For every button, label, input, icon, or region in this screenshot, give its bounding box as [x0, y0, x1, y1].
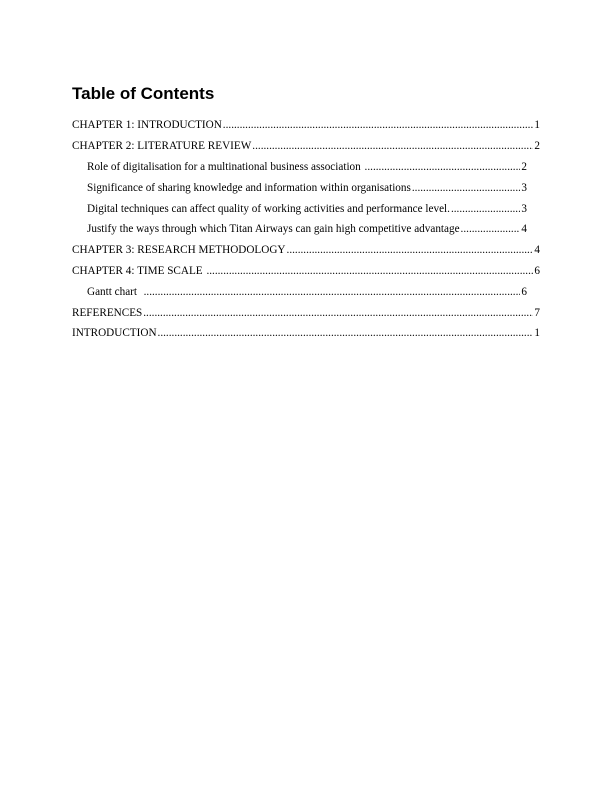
- toc-leader: [287, 243, 534, 257]
- toc-leader: [206, 264, 533, 278]
- toc-leader: [144, 285, 521, 299]
- toc-entry-page: 1: [534, 327, 540, 339]
- toc-entry-page: 4: [534, 244, 540, 256]
- toc-entry-text: REFERENCES: [72, 307, 143, 319]
- toc-entry-chapter-2[interactable]: [72, 139, 540, 153]
- toc-leader: [412, 181, 521, 195]
- toc-entry-chapter-3[interactable]: [72, 243, 540, 257]
- toc-entry-page: 1: [534, 119, 540, 131]
- toc-entry-text: Gantt chart: [87, 286, 143, 298]
- toc-leader: [252, 139, 533, 153]
- toc-entry-significance-of-sharing[interactable]: [87, 181, 527, 195]
- toc-entry-text: Digital techniques can affect quality of working activities and performance level.: [87, 203, 450, 215]
- toc-entry-text: CHAPTER 1: INTRODUCTION: [72, 119, 222, 131]
- toc-entry-page: 7: [534, 307, 540, 319]
- toc-title: Table of Contents: [72, 84, 215, 103]
- toc-leader: [461, 222, 521, 236]
- toc-entry-chapter-4[interactable]: [72, 264, 540, 278]
- toc-entry-text: Justify the ways through which Titan Airways can gain high competitive advantage: [87, 223, 460, 235]
- toc-entry-page: 4: [521, 223, 527, 235]
- toc-entry-text: CHAPTER 2: LITERATURE REVIEW: [72, 140, 252, 152]
- toc-entry-text: CHAPTER 3: RESEARCH METHODOLOGY: [72, 244, 286, 256]
- toc-entry-justify-the-ways[interactable]: [87, 222, 527, 236]
- toc-entry-introduction[interactable]: [72, 326, 540, 340]
- toc-entry-page: 6: [534, 265, 540, 277]
- toc-entry-text: Significance of sharing knowledge and information within organisations: [87, 182, 411, 194]
- toc-entry-references[interactable]: [72, 306, 540, 320]
- toc-leader: [451, 202, 520, 216]
- toc-entry-page: 2: [521, 161, 527, 173]
- toc-entry-chapter-1[interactable]: [72, 118, 540, 132]
- toc-entry-digital-techniques[interactable]: [87, 202, 527, 216]
- toc-leader: [158, 326, 534, 340]
- toc-leader: [365, 160, 521, 174]
- toc-leader: [223, 118, 534, 132]
- toc-entry-page: 2: [534, 140, 540, 152]
- toc-entry-text: Role of digitalisation for a multinational business association: [87, 161, 364, 173]
- toc-entry-role-of-digitalisation[interactable]: [87, 160, 527, 174]
- toc-entry-text: INTRODUCTION: [72, 327, 157, 339]
- toc-entry-page: 3: [521, 203, 527, 215]
- toc-entry-gantt-chart[interactable]: [87, 285, 527, 299]
- toc-entry-page: 6: [521, 286, 527, 298]
- toc-entry-page: 3: [521, 182, 527, 194]
- toc-entry-text: CHAPTER 4: TIME SCALE: [72, 265, 206, 277]
- toc-leader: [143, 306, 533, 320]
